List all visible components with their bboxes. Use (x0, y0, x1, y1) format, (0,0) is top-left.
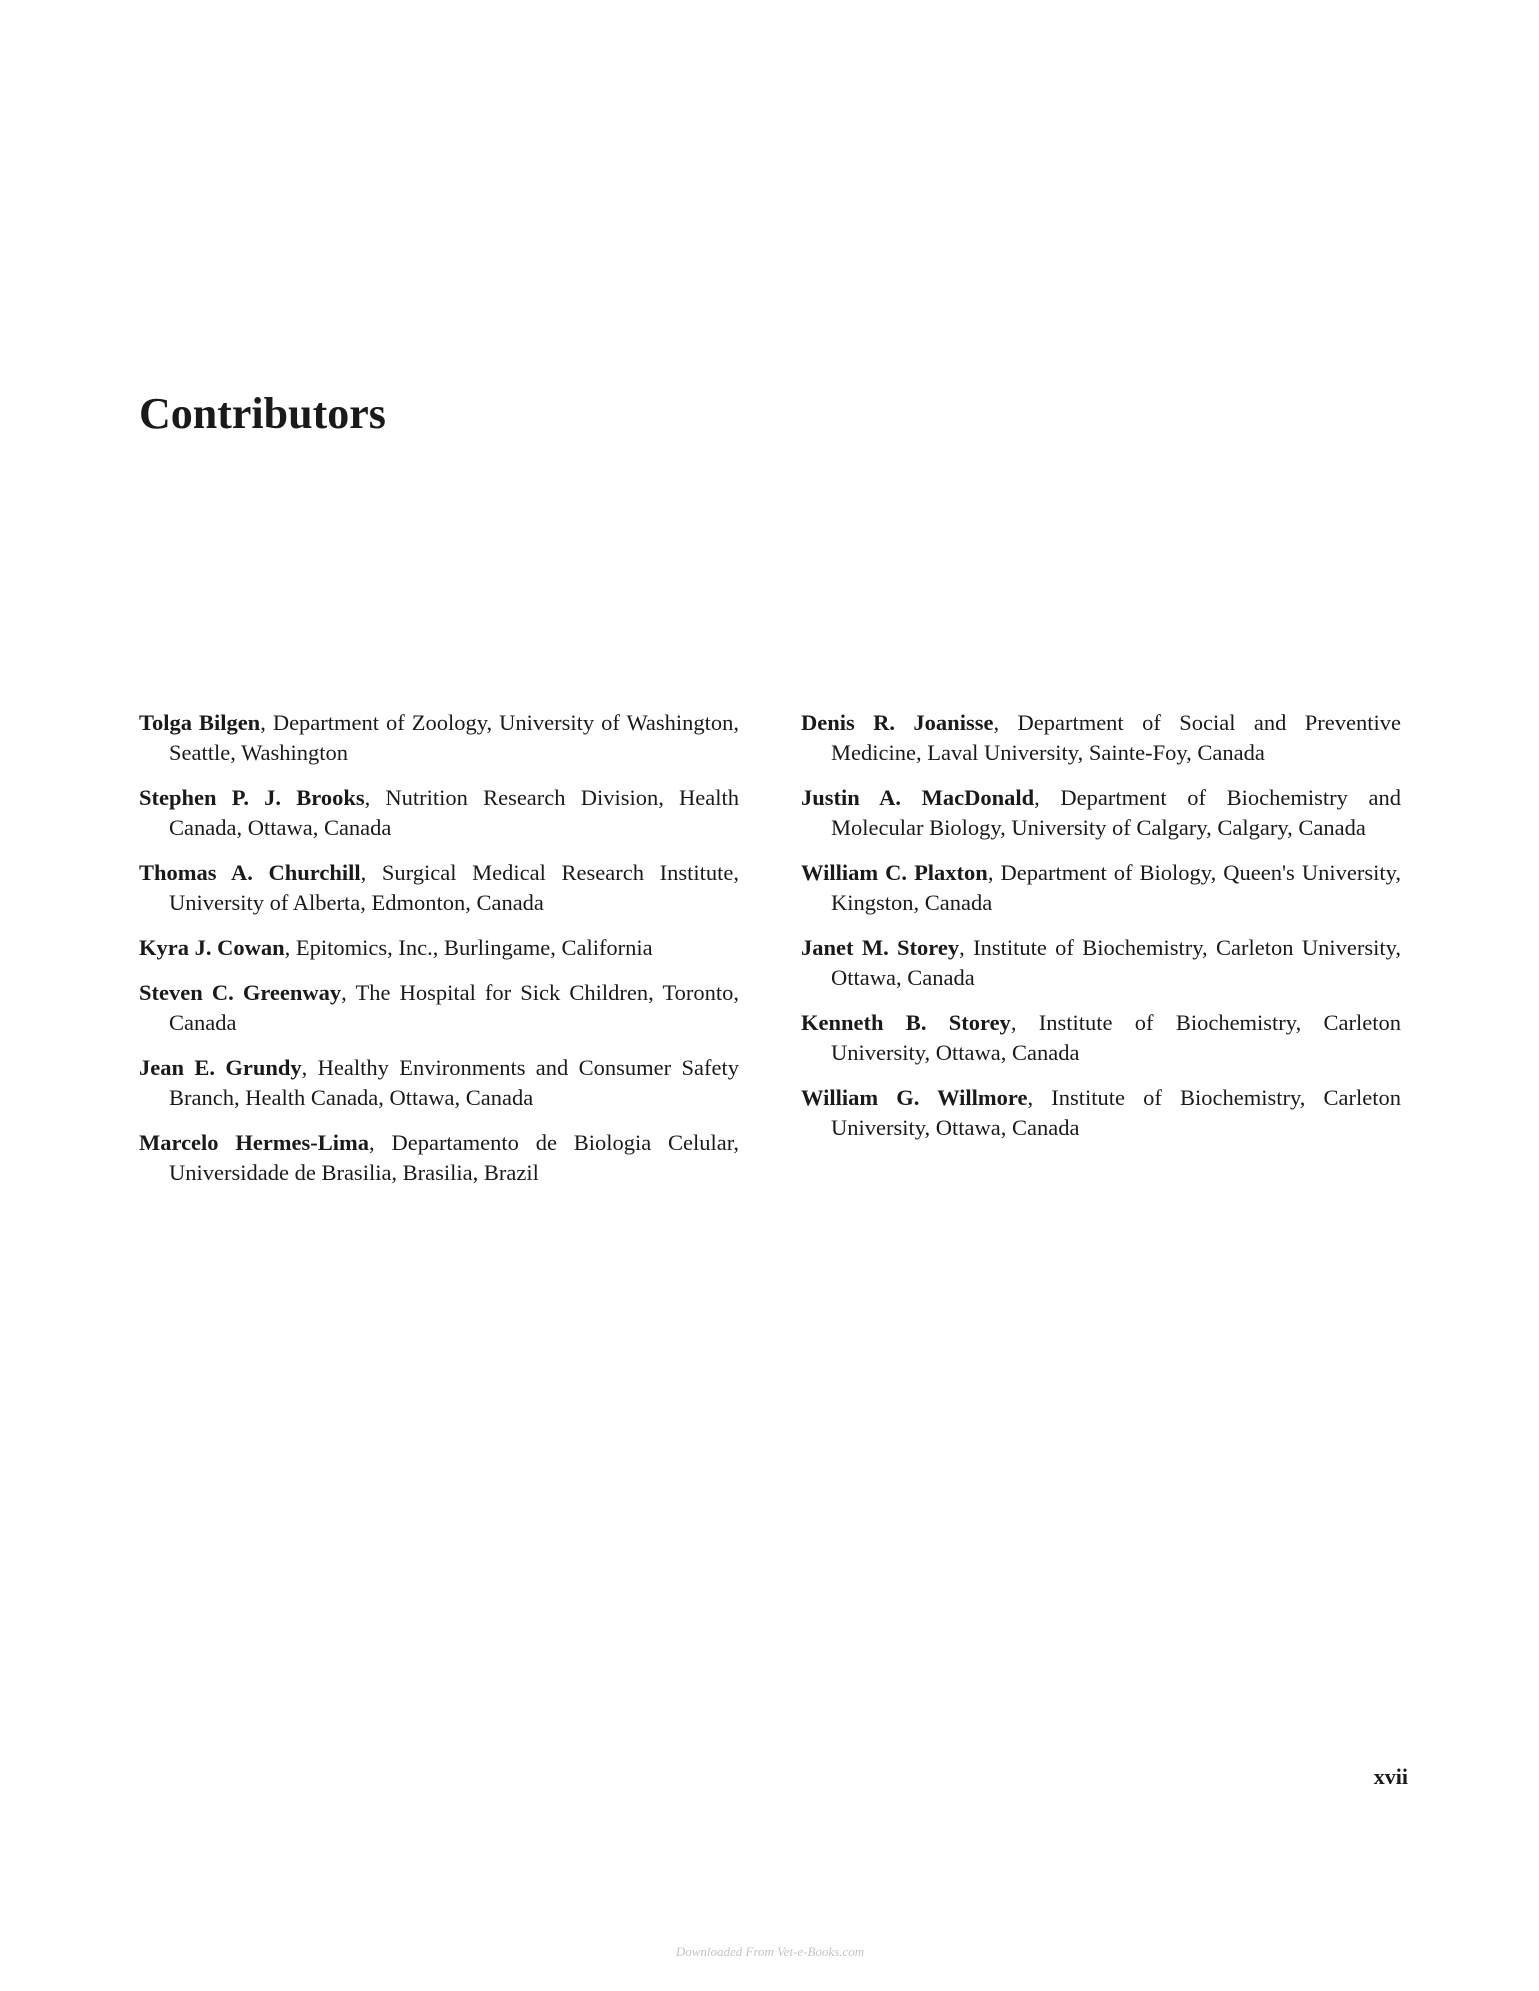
page-title: Contributors (139, 389, 386, 438)
contributor-affiliation: , Institute of Biochemistry, Carleton University, Ottawa, Canada (831, 935, 1401, 990)
watermark: Downloaded From Vet-e-Books.com (675, 1944, 865, 1959)
contributor-name: Janet M. Storey (801, 935, 960, 960)
contributor-affiliation: , Surgical Medical Research Institute, University of Alberta, Edmonton, Canada (169, 860, 739, 915)
contributor-affiliation: , Department of Biochemistry and Molecular Biology, University of Calgary, Calgary, Canada (831, 785, 1401, 840)
contributor-entry (139, 1128, 739, 1188)
contributor-name: Justin A. MacDonald (801, 785, 1035, 810)
contributor-name: Steven C. Greenway (139, 980, 342, 1005)
contributor-name: Marcelo Hermes-Lima (139, 1130, 370, 1155)
contributor-affiliation: , Department of Zoology, University of Washington, Seattle, Washington (169, 710, 739, 765)
contributor-affiliation: , Healthy Environments and Consumer Safety Branch, Health Canada, Ottawa, Canada (169, 1055, 739, 1110)
contributor-name: Kenneth B. Storey (801, 1010, 1011, 1035)
contributor-entry (801, 933, 1401, 993)
contributor-affiliation: , Epitomics, Inc., Burlingame, California (284, 935, 653, 960)
contributor-entry (801, 708, 1401, 768)
page-number: xvii (1373, 1764, 1408, 1789)
contributor-entry (801, 858, 1401, 918)
contributor-entry (139, 708, 739, 768)
contributor-entry (139, 978, 739, 1038)
contributor-entry (801, 1083, 1401, 1143)
contributor-affiliation: , The Hospital for Sick Children, Toronto, Canada (169, 980, 739, 1035)
contributor-name: William G. Willmore (801, 1085, 1028, 1110)
contributor-affiliation: , Institute of Biochemistry, Carleton University, Ottawa, Canada (831, 1010, 1401, 1065)
contributor-affiliation: , Departamento de Biologia Celular, Universidade de Brasilia, Brasilia, Brazil (169, 1130, 739, 1185)
contributors-column-right (801, 708, 1401, 1158)
contributor-affiliation: , Nutrition Research Division, Health Canada, Ottawa, Canada (169, 785, 739, 840)
contributor-name: Thomas A. Churchill (139, 860, 361, 885)
contributors-column-left (139, 708, 739, 1203)
contributor-name: Tolga Bilgen (139, 710, 261, 735)
contributor-entry (139, 783, 739, 843)
contributor-name: Kyra J. Cowan (139, 935, 285, 960)
contributor-entry (801, 783, 1401, 843)
contributor-affiliation: , Institute of Biochemistry, Carleton University, Ottawa, Canada (831, 1085, 1401, 1140)
contributor-name: Jean E. Grundy (139, 1055, 302, 1080)
contributor-affiliation: , Department of Biology, Queen's University, Kingston, Canada (831, 860, 1402, 915)
contributor-entry (139, 858, 739, 918)
contributor-name: Stephen P. J. Brooks (139, 785, 365, 810)
contributor-entry (801, 1008, 1401, 1068)
contributor-affiliation: , Department of Social and Preventive Medicine, Laval University, Sainte-Foy, Canada (831, 710, 1401, 765)
contributor-name: William C. Plaxton (801, 860, 988, 885)
contributor-entry (139, 933, 739, 963)
contributor-name: Denis R. Joanisse (801, 710, 994, 735)
contributor-entry (139, 1053, 739, 1113)
